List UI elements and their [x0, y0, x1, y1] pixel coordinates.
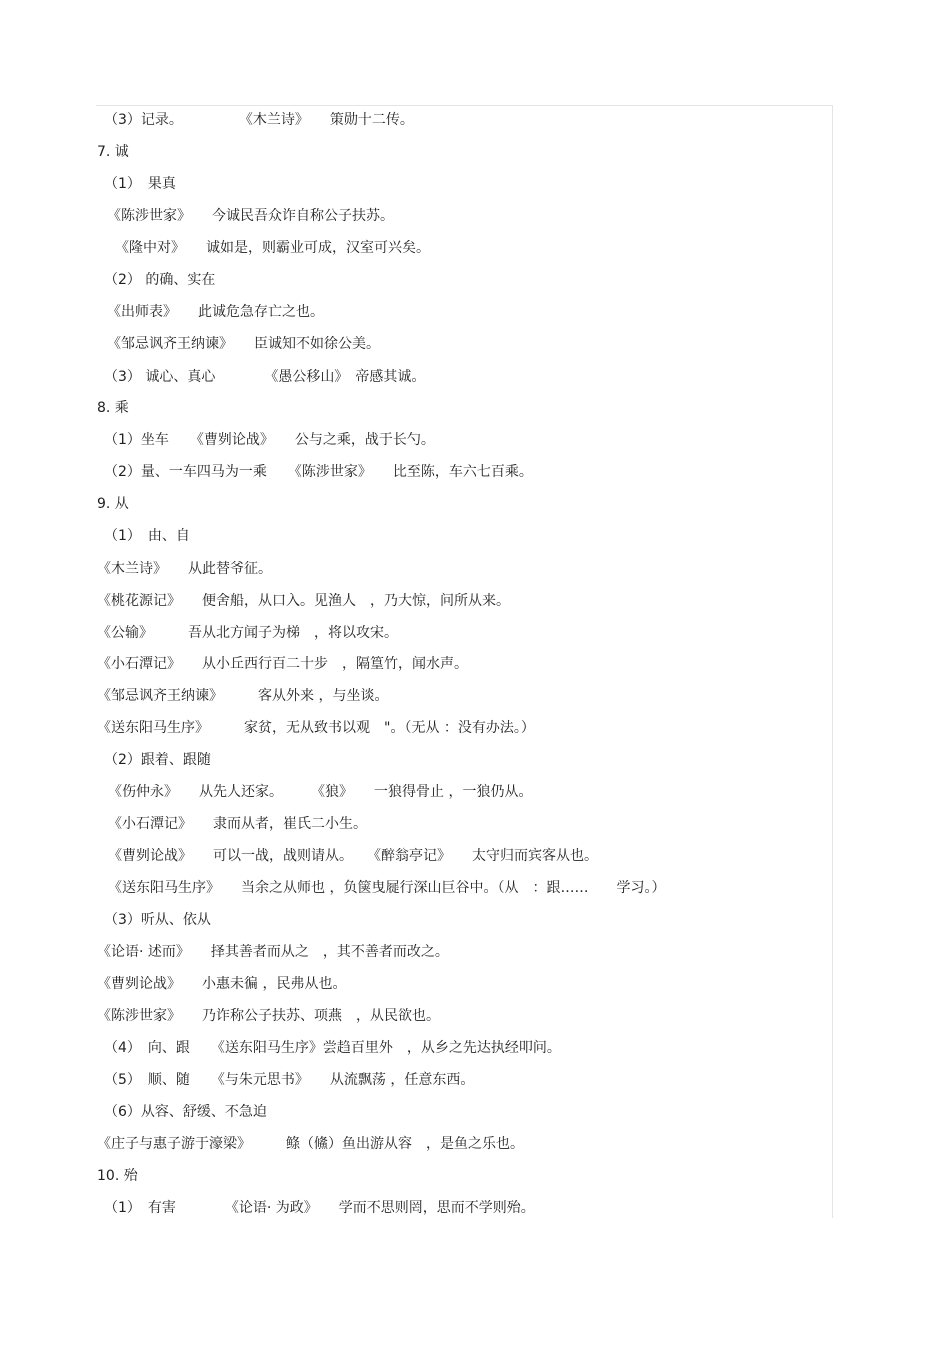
entry-line: 《木兰诗》 从此替爷征。 — [97, 561, 272, 577]
entry-line: 《陈涉世家》 今诚民吾众诈自称公子扶苏。 — [107, 208, 394, 224]
sense-line: （3）听从、依从 — [104, 912, 211, 928]
heading-line: 8. 乘 — [97, 400, 129, 416]
sense-line: （6）从容、舒缓、不急迫 — [104, 1104, 267, 1120]
entry-line: 《出师表》 此诚危急存亡之也。 — [107, 304, 324, 320]
entry-line: 《送东阳马生序》 当余之从师也 ，负箧曳屣行深山巨谷中。（从 ：跟…… 学习。） — [108, 880, 666, 896]
entry-line: （1）坐车 《曹刿论战》 公与之乘，战于长勺。 — [104, 432, 435, 448]
entry-line: 《陈涉世家》 乃诈称公子扶苏、项燕 ，从民欲也。 — [97, 1008, 440, 1024]
entry-line: 《小石潭记》 从小丘西行百二十步 ，隔篁竹，闻水声。 — [97, 656, 468, 672]
sense-line: （2） 的确、实在 — [104, 272, 216, 288]
entry-line: 《曹刿论战》 小惠未徧 ，民弗从也。 — [97, 976, 347, 992]
entry-line: 《桃花源记》 便舍船，从口入。见渔人 ，乃大惊，问所从来。 — [97, 593, 510, 609]
heading-line: 9. 从 — [97, 496, 129, 512]
page-frame-right — [832, 105, 833, 1218]
entry-line: 《伤仲永》 从先人还家。 《狼》 一狼得骨止 ，一狼仍从。 — [108, 784, 533, 800]
entry-line: （2）量、一车四马为一乘 《陈涉世家》 比至陈，车六七百乘。 — [104, 464, 533, 480]
sense-line: （1） 由、自 — [104, 528, 190, 544]
sense-line: （2）跟着、跟随 — [104, 752, 211, 768]
sense-line: （1） 果真 — [104, 176, 176, 192]
entry-line: 《公输》 吾从北方闻子为梯 ，将以攻宋。 — [97, 625, 398, 641]
entry-line: 《隆中对》 诚如是，则霸业可成，汉室可兴矣。 — [115, 240, 430, 256]
entry-line: （3）记录。 《木兰诗》 策勋十二传。 — [104, 112, 414, 128]
entry-line: （1） 有害 《论语· 为政》 学而不思则罔，思而不学则殆。 — [104, 1200, 535, 1216]
heading-line: 7. 诚 — [97, 144, 129, 160]
entry-line: 《曹刿论战》 可以一战，战则请从。 《醉翁亭记》 太守归而宾客从也。 — [108, 848, 598, 864]
entry-line: 《论语· 述而》 择其善者而从之 ，其不善者而改之。 — [97, 944, 449, 960]
entry-line: 《邹忌讽齐王纳谏》 客从外来 ，与坐谈。 — [97, 688, 389, 704]
page-frame-top — [96, 105, 833, 106]
entry-line: 《送东阳马生序》 家贫，无从致书以观 "。（无从 ：没有办法。） — [97, 720, 535, 736]
entry-line: 《小石潭记》 隶而从者，崔氏二小生。 — [108, 816, 367, 832]
entry-line: （3） 诚心、真心 《愚公移山》 帝感其诚。 — [104, 369, 426, 385]
entry-line: 《庄子与惠子游于濠梁》 鲦（鯈）鱼出游从容 ，是鱼之乐也。 — [97, 1136, 524, 1152]
heading-line: 10. 殆 — [97, 1168, 138, 1184]
entry-line: （4） 向、跟 《送东阳马生序》尝趋百里外 ，从乡之先达执经叩问。 — [104, 1040, 561, 1056]
entry-line: 《邹忌讽齐王纳谏》 臣诚知不如徐公美。 — [107, 336, 380, 352]
entry-line: （5） 顺、随 《与朱元思书》 从流飘荡 ，任意东西。 — [104, 1072, 475, 1088]
